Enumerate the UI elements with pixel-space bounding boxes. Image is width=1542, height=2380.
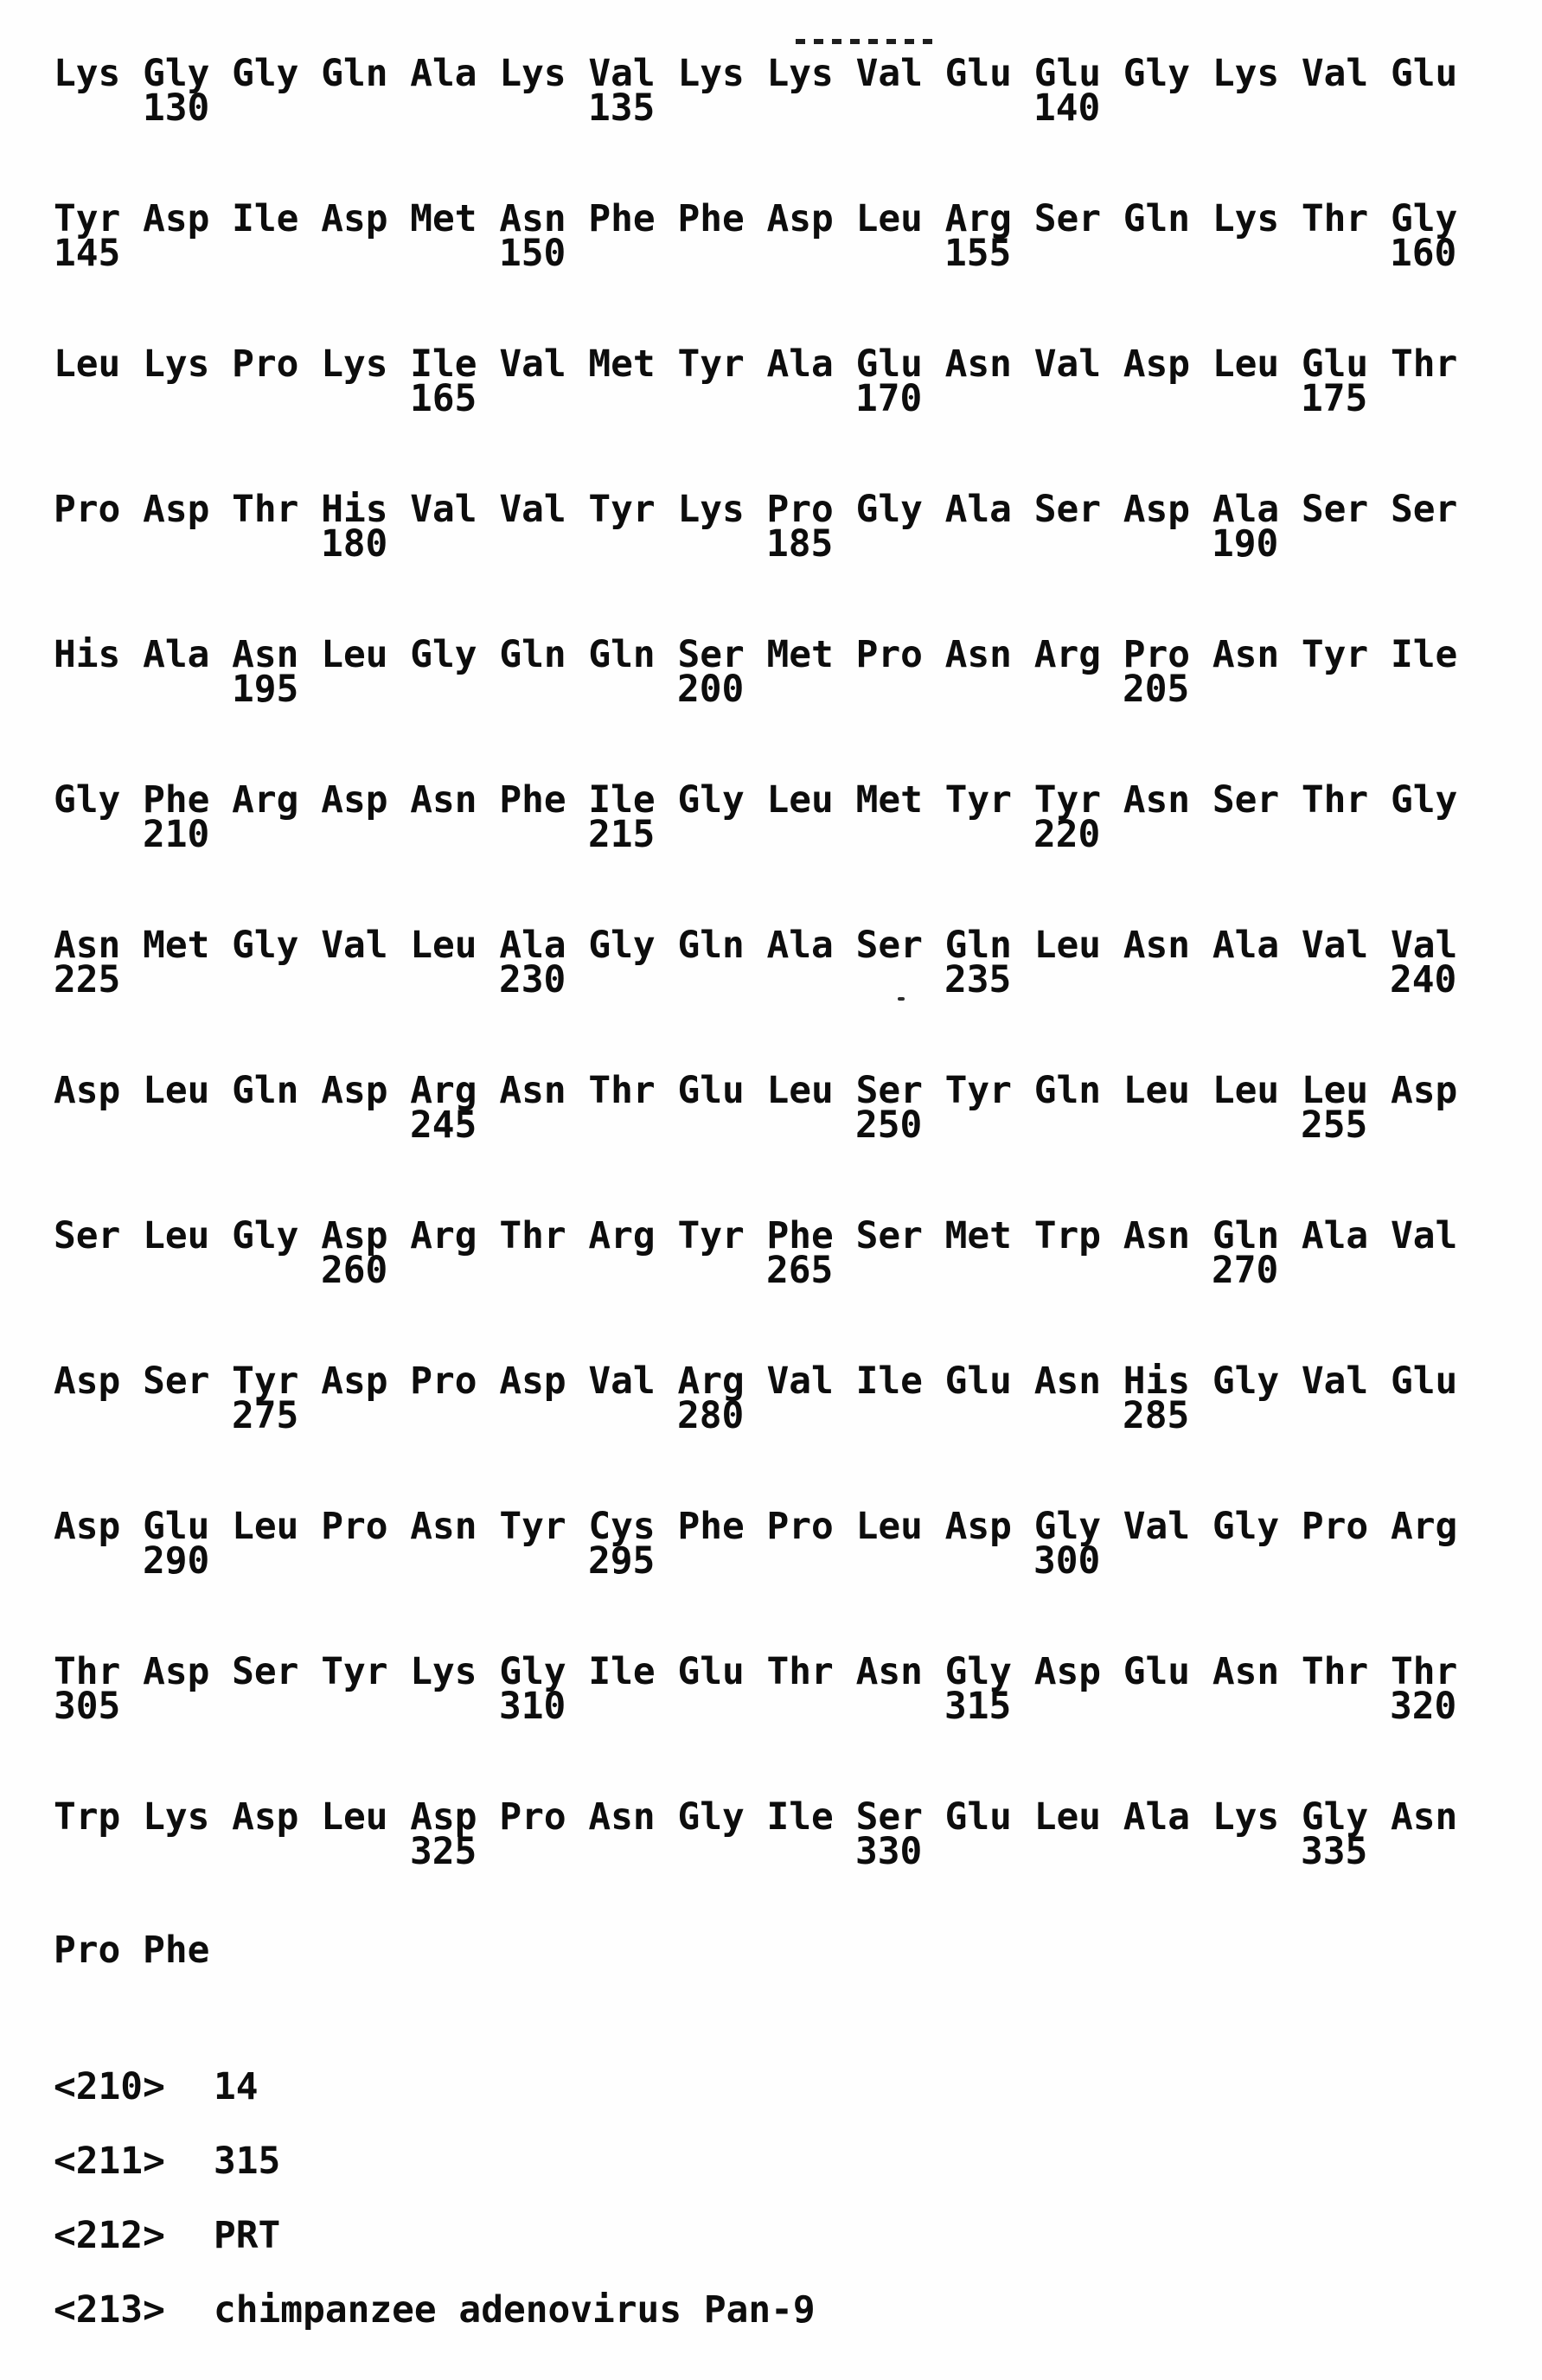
residue-position-number: 260 xyxy=(321,1249,388,1292)
residue-position-number: 300 xyxy=(1033,1539,1101,1583)
numeric-identifier-tag: <213> xyxy=(54,2288,165,2332)
residue-line: Trp Lys Asp Leu Asp Pro Asn Gly Ile Ser Glu Leu Ala Lys Gly Asn xyxy=(54,1795,1458,1839)
residue-position-number: 265 xyxy=(766,1249,834,1292)
sequence-row xyxy=(0,1360,1542,1449)
sequence-row xyxy=(0,197,1542,287)
numeric-identifier-tag: <210> xyxy=(54,2065,165,2108)
sequence-row xyxy=(0,1214,1542,1304)
sequence-row xyxy=(0,1650,1542,1740)
residue-line: Lys Gly Gly Gln Ala Lys Val Lys Lys Val Glu Glu Gly Lys Val Glu xyxy=(54,52,1458,95)
numeric-identifier-value: 14 xyxy=(214,2065,259,2108)
residue-line: Tyr Asp Ile Asp Met Asn Phe Phe Asp Leu Arg Ser Gln Lys Thr Gly xyxy=(54,197,1458,240)
numeric-identifier-value: 315 xyxy=(214,2140,281,2183)
sequence-row xyxy=(0,1929,1542,2019)
residue-line: Pro Asp Thr His Val Val Tyr Lys Pro Gly Ala Ser Asp Ala Ser Ser xyxy=(54,488,1458,531)
residue-position-number: 215 xyxy=(588,813,656,856)
residue-position-number: 135 xyxy=(588,86,656,130)
residue-position-number: 255 xyxy=(1301,1104,1368,1147)
residue-position-number: 225 xyxy=(54,958,121,1001)
sequence-row xyxy=(0,1069,1542,1159)
sequence-row xyxy=(0,1505,1542,1595)
residue-position-number: 200 xyxy=(677,668,745,711)
residue-line: Asp Glu Leu Pro Asn Tyr Cys Phe Pro Leu Asp Gly Val Gly Pro Arg xyxy=(54,1505,1458,1548)
residue-position-number: 330 xyxy=(855,1830,923,1873)
residue-position-number: 210 xyxy=(143,813,210,856)
numeric-identifier-line xyxy=(0,2214,1542,2269)
residue-position-number: 195 xyxy=(232,668,299,711)
residue-position-number: 190 xyxy=(1212,522,1279,566)
residue-position-number: 275 xyxy=(232,1394,299,1437)
sequence-row xyxy=(0,488,1542,578)
residue-position-number: 280 xyxy=(677,1394,745,1437)
numeric-identifier-line xyxy=(0,2065,1542,2121)
residue-line: Pro Phe xyxy=(54,1929,210,1972)
residue-position-number: 325 xyxy=(410,1830,477,1873)
residue-position-number: 245 xyxy=(410,1104,477,1147)
residue-position-number: 205 xyxy=(1123,668,1190,711)
residue-position-number: 180 xyxy=(321,522,388,566)
residue-position-number: 175 xyxy=(1301,377,1368,420)
residue-position-number: 185 xyxy=(766,522,834,566)
residue-position-number: 155 xyxy=(944,232,1012,275)
sequence-row xyxy=(0,1795,1542,1885)
sequence-row xyxy=(0,633,1542,723)
residue-position-number: 315 xyxy=(944,1685,1012,1728)
residue-position-number: 335 xyxy=(1301,1830,1368,1873)
residue-position-number: 145 xyxy=(54,232,121,275)
residue-position-number: 285 xyxy=(1123,1394,1190,1437)
residue-position-number: 220 xyxy=(1033,813,1101,856)
sequence-row xyxy=(0,342,1542,432)
residue-line: Thr Asp Ser Tyr Lys Gly Ile Glu Thr Asn Gly Asp Glu Asn Thr Thr xyxy=(54,1650,1458,1693)
residue-position-number: 150 xyxy=(499,232,566,275)
residue-position-number: 230 xyxy=(499,958,566,1001)
numeric-identifier-line xyxy=(0,2140,1542,2195)
residue-position-number: 295 xyxy=(588,1539,656,1583)
numeric-identifier-tag: <212> xyxy=(54,2214,165,2257)
residue-line: Leu Lys Pro Lys Ile Val Met Tyr Ala Glu Asn Val Asp Leu Glu Thr xyxy=(54,342,1458,386)
residue-line: Gly Phe Arg Asp Asn Phe Ile Gly Leu Met Tyr Tyr Asn Ser Thr Gly xyxy=(54,778,1458,822)
scan-artifact-dashes xyxy=(796,39,939,44)
residue-line: Asp Ser Tyr Asp Pro Asp Val Arg Val Ile Glu Asn His Gly Val Glu xyxy=(54,1360,1458,1403)
residue-position-number: 140 xyxy=(1033,86,1101,130)
residue-position-number: 240 xyxy=(1390,958,1457,1001)
residue-position-number: 165 xyxy=(410,377,477,420)
residue-position-number: 270 xyxy=(1212,1249,1279,1292)
residue-position-number: 320 xyxy=(1390,1685,1457,1728)
numeric-identifier-value: PRT xyxy=(214,2214,281,2257)
residue-position-number: 290 xyxy=(143,1539,210,1583)
sequence-row xyxy=(0,52,1542,142)
residue-line: His Ala Asn Leu Gly Gln Gln Ser Met Pro Asn Arg Pro Asn Tyr Ile xyxy=(54,633,1458,676)
residue-position-number: 160 xyxy=(1390,232,1457,275)
residue-position-number: 305 xyxy=(54,1685,121,1728)
residue-line: Asn Met Gly Val Leu Ala Gly Gln Ala Ser Gln Leu Asn Ala Val Val xyxy=(54,924,1458,967)
sequence-row xyxy=(0,778,1542,868)
residue-line: Ser Leu Gly Asp Arg Thr Arg Tyr Phe Ser Met Trp Asn Gln Ala Val xyxy=(54,1214,1458,1257)
sequence-row xyxy=(0,924,1542,1014)
residue-line: Asp Leu Gln Asp Arg Asn Thr Glu Leu Ser Tyr Gln Leu Leu Leu Asp xyxy=(54,1069,1458,1112)
numeric-identifier-tag: <211> xyxy=(54,2140,165,2183)
residue-position-number: 170 xyxy=(855,377,923,420)
residue-position-number: 130 xyxy=(143,86,210,130)
numeric-identifier-line xyxy=(0,2288,1542,2344)
residue-position-number: 310 xyxy=(499,1685,566,1728)
numeric-identifier-value: chimpanzee adenovirus Pan-9 xyxy=(214,2288,816,2332)
residue-position-number: 235 xyxy=(944,958,1012,1001)
residue-position-number: 250 xyxy=(855,1104,923,1147)
